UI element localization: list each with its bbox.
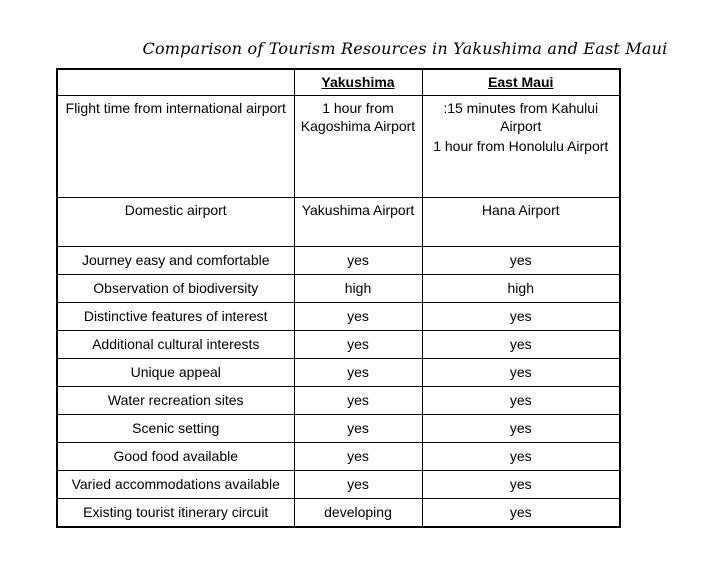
cell-text: :15 minutes from Kahului Airport <box>443 100 599 134</box>
header-yakushima: Yakushima <box>294 69 422 96</box>
header-east-maui: East Maui <box>422 69 620 96</box>
row-label: Flight time from international airport <box>57 96 294 198</box>
yakushima-cell: yes <box>294 359 422 387</box>
east-maui-cell: yes <box>422 471 620 499</box>
table-row <box>57 387 620 415</box>
table-header-row <box>57 69 620 96</box>
table-row <box>57 359 620 387</box>
yakushima-cell <box>294 96 422 198</box>
table-row <box>57 331 620 359</box>
row-label: Unique appeal <box>57 359 294 387</box>
east-maui-cell <box>422 96 620 198</box>
cell-text: 1 hour from Kagoshima Airport <box>300 100 416 134</box>
table-row <box>57 96 620 198</box>
east-maui-cell: yes <box>422 359 620 387</box>
yakushima-cell: developing <box>294 499 422 527</box>
row-label: Scenic setting <box>57 415 294 443</box>
yakushima-cell: yes <box>294 331 422 359</box>
row-label: Existing tourist itinerary circuit <box>57 499 294 527</box>
row-label: Domestic airport <box>57 198 294 247</box>
comparison-table <box>56 68 621 528</box>
row-label: Journey easy and comfortable <box>57 247 294 275</box>
row-label: Good food available <box>57 443 294 471</box>
table-row <box>57 247 620 275</box>
east-maui-cell <box>422 198 620 247</box>
page-title: Comparison of Tourism Resources in Yakushima and East Maui <box>142 39 668 58</box>
east-maui-cell: yes <box>422 331 620 359</box>
table-row <box>57 275 620 303</box>
row-label: Observation of biodiversity <box>57 275 294 303</box>
yakushima-cell: yes <box>294 247 422 275</box>
table-row <box>57 198 620 247</box>
table-row <box>57 303 620 331</box>
cell-text: Yakushima Airport <box>301 202 415 218</box>
yakushima-cell: yes <box>294 471 422 499</box>
header-empty-cell <box>57 69 294 96</box>
table-row <box>57 471 620 499</box>
yakushima-cell: yes <box>294 443 422 471</box>
east-maui-cell: yes <box>422 499 620 527</box>
row-label: Additional cultural interests <box>57 331 294 359</box>
row-label: Distinctive features of interest <box>57 303 294 331</box>
cell-text: 1 hour from Honolulu Airport <box>433 138 609 154</box>
yakushima-cell: yes <box>294 303 422 331</box>
yakushima-cell: yes <box>294 415 422 443</box>
cell-text: Hana Airport <box>481 202 560 218</box>
east-maui-cell: high <box>422 275 620 303</box>
table-row <box>57 499 620 527</box>
east-maui-cell: yes <box>422 247 620 275</box>
east-maui-cell: yes <box>422 415 620 443</box>
table-row <box>57 443 620 471</box>
row-label: Varied accommodations available <box>57 471 294 499</box>
east-maui-cell: yes <box>422 303 620 331</box>
row-label: Water recreation sites <box>57 387 294 415</box>
table-row <box>57 415 620 443</box>
yakushima-cell <box>294 198 422 247</box>
east-maui-cell: yes <box>422 387 620 415</box>
yakushima-cell: high <box>294 275 422 303</box>
east-maui-cell: yes <box>422 443 620 471</box>
yakushima-cell: yes <box>294 387 422 415</box>
